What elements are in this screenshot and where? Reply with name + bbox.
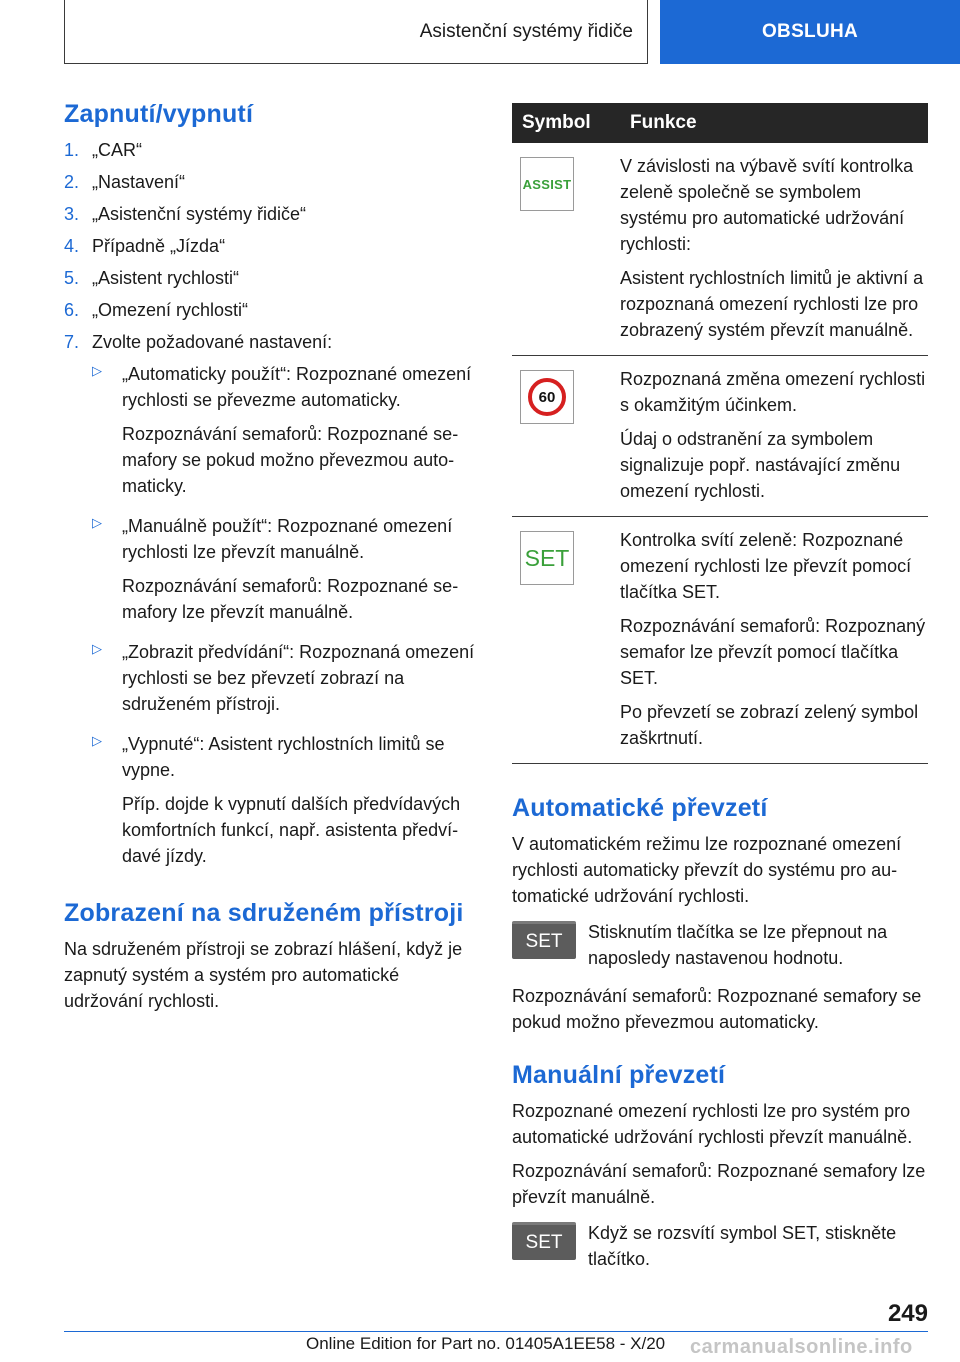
chapter-badge xyxy=(660,0,960,64)
cluster-display-text: Na sdruženém přístroji se zobrazí hlášení, když je zapnutý systém a systém pro automatické udržování rychlosti. xyxy=(64,939,463,1011)
step-text: „CAR“ xyxy=(92,140,142,160)
option-item xyxy=(92,639,476,717)
section-title: Asistenční systémy řidiče xyxy=(419,20,633,42)
option-note: Rozpoznávání semaforů: Rozpoznané semafory lze převzít manuálně. xyxy=(122,576,459,622)
symbol-table xyxy=(512,103,928,764)
step-number: 3. xyxy=(64,204,80,224)
auto-adopt-text: V automatickém režimu lze rozpoznané omezení rychlosti automaticky převzít do systému pro automatické udržování rychlosti. xyxy=(512,834,902,906)
function-text: V závislosti na výbavě svítí kontrolka zeleně společně se symbolem systému pro automatické udržování rychlosti: xyxy=(620,156,914,254)
left-column xyxy=(64,100,476,1014)
step-item xyxy=(64,137,476,163)
option-item xyxy=(92,361,476,499)
auto-traffic-light-text: Rozpoznávání semaforů: Rozpoznané semafory se pokud možno převezmou automaticky. xyxy=(512,986,922,1032)
set-button-text: Stisknutím tlačítka se lze přepnout na naposledy nastavenou hodnotu. xyxy=(588,922,888,968)
step-text: „Asistent rychlosti“ xyxy=(92,268,240,288)
step-item xyxy=(64,201,476,227)
page-number: 249 xyxy=(887,1300,928,1327)
option-note: Rozpoznávání semaforů: Rozpoznané semafory se pokud možno převezmou automaticky. xyxy=(122,424,459,496)
function-text: Rozpoznaná změna omezení rychlosti s okamžitým účinkem. xyxy=(620,369,926,415)
col-header-symbol: Symbol xyxy=(512,103,620,143)
option-text: „Manuálně použít“: Rozpoznané omezení rychlosti lze převzít manuálně. xyxy=(122,516,453,562)
step-number: 4. xyxy=(64,236,80,256)
heading-manual-adopt: Manuální převzetí xyxy=(512,1061,726,1089)
edition-text: Online Edition for Part no. 01405A1EE58 - X/20 xyxy=(306,1334,666,1353)
table-row xyxy=(512,517,928,764)
step-text: Zvolte požadované nastavení: xyxy=(92,332,333,352)
function-text: Rozpoznávání semaforů: Rozpoznaný semafor lze převzít pomocí tlačítka SET. xyxy=(620,616,926,688)
triangle-bullet-icon: ▷ xyxy=(92,515,102,530)
step-text: Případně „Jízda“ xyxy=(92,236,226,256)
step-text: „Nastavení“ xyxy=(92,172,186,192)
set-indicator-icon: SET xyxy=(520,531,574,585)
set-button-icon: SET xyxy=(512,921,576,959)
watermark: carmanualsonline.info xyxy=(690,1336,913,1358)
chapter-label: OBSLUHA xyxy=(761,21,859,42)
step-item xyxy=(64,297,476,323)
steps-list xyxy=(64,137,476,869)
step-item xyxy=(64,329,476,355)
manual-adopt-text: Rozpoznané omezení rychlosti lze pro systém pro automatické udržování rychlosti převzít manuálně. xyxy=(512,1101,913,1147)
step-number: 7. xyxy=(64,332,80,352)
option-text: „Zobrazit předvídání“: Rozpoznaná omezení rychlosti se bez převzetí zobrazí na sdruženém přístroji. xyxy=(122,642,475,714)
step-item xyxy=(64,169,476,195)
col-header-function: Funkce xyxy=(620,103,928,143)
set-button-note xyxy=(512,1220,928,1272)
triangle-bullet-icon: ▷ xyxy=(92,363,102,378)
function-text: Po převzetí se zobrazí zelený symbol zaškrtnutí. xyxy=(620,702,919,748)
manual-traffic-light-text: Rozpoznávání semaforů: Rozpoznané semafory lze převzít manuálně. xyxy=(512,1161,926,1207)
option-item xyxy=(92,731,476,869)
step-number: 2. xyxy=(64,172,80,192)
set-button-icon: SET xyxy=(512,1222,576,1260)
speed-limit-sign-icon: 60 xyxy=(520,370,574,424)
triangle-bullet-icon: ▷ xyxy=(92,641,102,656)
step-number: 1. xyxy=(64,140,80,160)
step-text: „Omezení rychlosti“ xyxy=(92,300,249,320)
set-button-note xyxy=(512,919,928,971)
step-text: „Asistenční systémy řidiče“ xyxy=(92,204,307,224)
function-text: Kontrolka svítí zeleně: Rozpoznané omezení rychlosti lze převzít pomocí tlačítka SET. xyxy=(620,530,912,602)
heading-cluster-display: Zobrazení na sdruženém přístroji xyxy=(64,899,464,927)
footer-divider xyxy=(64,1331,928,1332)
step-item xyxy=(64,233,476,259)
step-number: 6. xyxy=(64,300,80,320)
table-row xyxy=(512,143,928,356)
function-text: Asistent rychlostních limitů je aktivní a rozpoznaná omezení rychlosti lze pro zobrazený systém převzít manuálně. xyxy=(620,268,924,340)
step-number: 5. xyxy=(64,268,80,288)
header-section-tab xyxy=(64,0,648,64)
option-note: Příp. dojde k vypnutí dalších předvídavých komfortních funkcí, např. asistenta předvídavé jízdy. xyxy=(122,794,461,866)
assist-indicator-icon: ASSIST xyxy=(520,157,574,211)
right-column xyxy=(512,103,928,1272)
table-row xyxy=(512,356,928,517)
heading-auto-adopt: Automatické převzetí xyxy=(512,794,768,822)
option-text: „Vypnuté“: Asistent rychlostních limitů se vypne. xyxy=(122,734,445,780)
triangle-bullet-icon: ▷ xyxy=(92,733,102,748)
option-text: „Automaticky použít“: Rozpoznané omezení rychlosti se převezme automaticky. xyxy=(122,364,472,410)
function-text: Údaj o odstranění za symbolem signalizuje popř. nastávající změnu omezení rychlosti. xyxy=(620,429,901,501)
option-item xyxy=(92,513,476,625)
step-item xyxy=(64,265,476,291)
heading-on-off: Zapnutí/vypnutí xyxy=(64,100,254,128)
set-button-text: Když se rozsvítí symbol SET, stiskněte tlačítko. xyxy=(588,1223,897,1269)
